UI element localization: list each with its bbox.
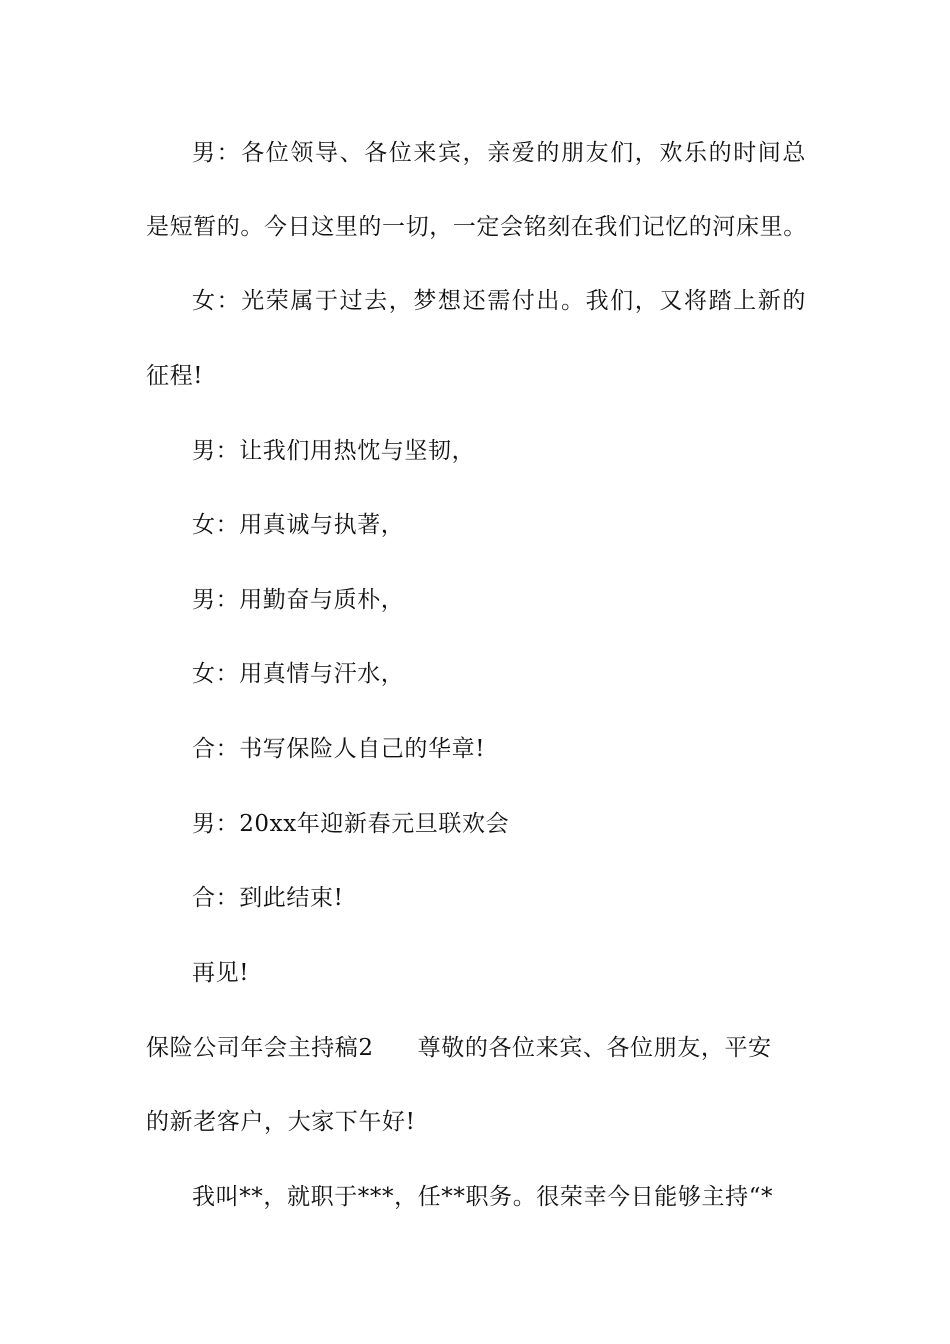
section-title: 保险公司年会主持稿2	[146, 1035, 374, 1061]
paragraph-line-12: 再见!	[192, 960, 250, 986]
paragraph-line-11: 合：到此结束!	[192, 885, 344, 911]
section-first-line	[146, 1033, 772, 1063]
paragraph-line-7: 男：用勤奋与质朴，	[192, 587, 405, 613]
paragraph-line-1: 男：各位领导、各位来宾，亲爱的朋友们，欢乐的时间总	[192, 140, 806, 166]
paragraph-line-8: 女：用真情与汗水，	[192, 661, 405, 687]
paragraph-line-5: 男：让我们用热忱与坚韧，	[192, 438, 476, 464]
section-third-line: 我叫**，就职于***，任**职务。很荣幸今日能够主持“*	[192, 1184, 774, 1210]
paragraph-line-6: 女：用真诚与执著，	[192, 512, 405, 538]
section-first-line-text: 尊敬的各位来宾、各位朋友，平安	[417, 1035, 772, 1061]
paragraph-line-2: 是短暂的。今日这里的一切，一定会铭刻在我们记忆的河床里。	[146, 214, 807, 240]
paragraph-line-4: 征程!	[146, 363, 204, 389]
paragraph-line-3: 女：光荣属于过去，梦想还需付出。我们，又将踏上新的	[192, 288, 806, 314]
paragraph-line-9: 合：书写保险人自己的华章!	[192, 736, 486, 762]
paragraph-line-10: 男：20xx年迎新春元旦联欢会	[192, 811, 510, 837]
section-second-line: 的新老客户，大家下午好!	[146, 1109, 416, 1135]
